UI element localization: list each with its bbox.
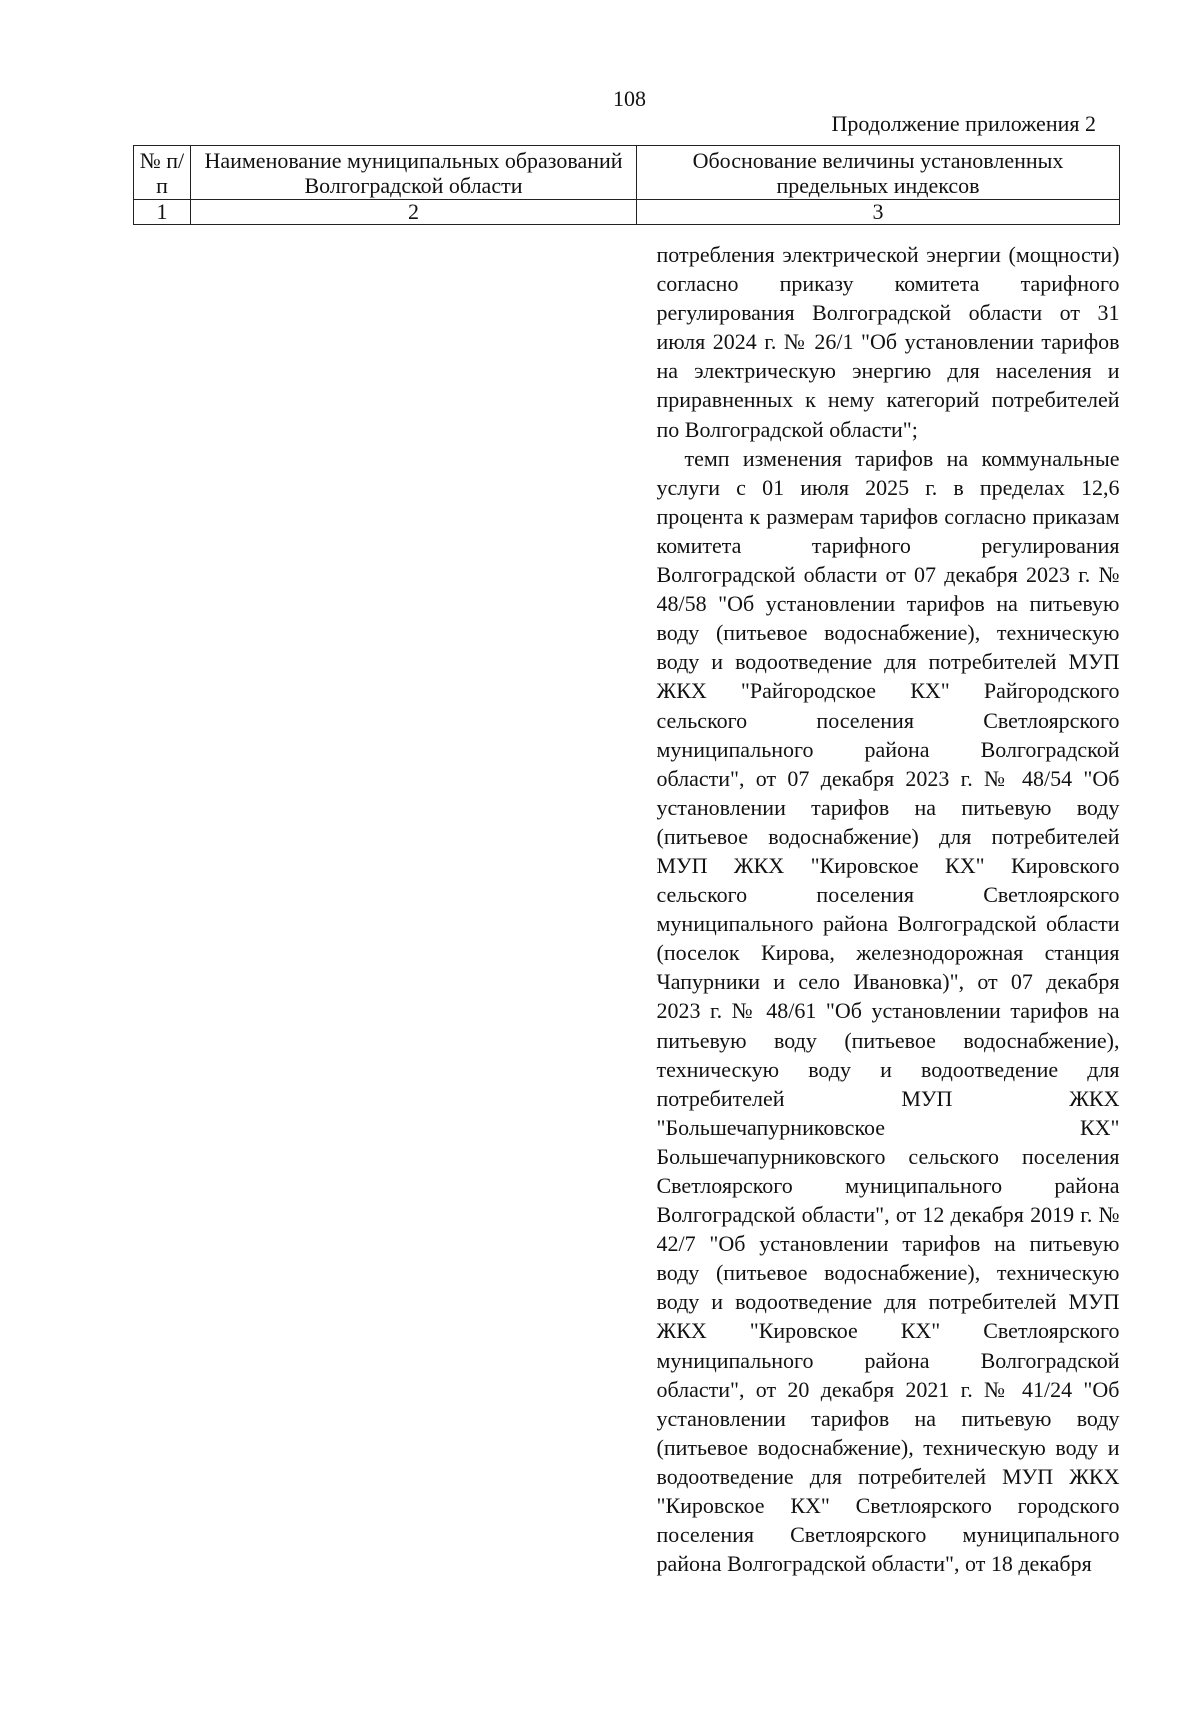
appendix-continuation-label: Продолжение приложения 2 [831, 111, 1096, 136]
tariff-justification-table [133, 145, 1120, 1578]
header-municipality-name: Наименование муниципальных образований Волгоградской области [191, 146, 637, 200]
justification-paragraph-2: темп изменения тарифов на коммунальные услуги с 01 июля 2025 г. в пределах 12,6 процента к размерам тарифов согласно приказам комитета тарифного регулирования Волгоградской области от 07 декабря 2023 г. № 48/58 "Об установлении тарифов на питьевую воду (питьевое водоснабжение), техническую воду и водоотведение для потребителей МУП ЖКХ "Райгородское КХ" Райгородского сельского поселения Светлоярского муниципального района Волгоградской области", от 07 декабря 2023 г. № 48/54 "Об установлении тарифов на питьевую воду (питьевое водоснабжение) для потребителей МУП ЖКХ "Кировское КХ" Кировского сельского поселения Светлоярского муниципального района Волгоградской области (поселок Кирова, железнодорожная станция Чапурники и село Ивановка)", от 07 декабря 2023 г. № 48/61 "Об установлении тарифов на питьевую воду (питьевое водоснабжение), техническую воду и водоотведение для потребителей МУП ЖКХ "Большечапурниковское КХ" Большечапурниковского сельского поселения Светлоярского муниципального района Волгоградской области", от 12 декабря 2019 г. № 42/7 "Об установлении тарифов на питьевую воду (питьевое водоснабжение), техническую воду и водоотведение для потребителей МУП ЖКХ "Кировское КХ" Светлоярского муниципального района Волгоградской области", от 20 декабря 2021 г. № 41/24 "Об установлении тарифов на питьевую воду (питьевое водоснабжение), техническую воду и водоотведение для потребителей МУП ЖКХ "Кировское КХ" Светлоярского городского поселения Светлоярского муниципального района Волгоградской области", от 18 декабря [656, 445, 1120, 1577]
header-number: № п/п [134, 146, 191, 200]
page-number: 108 [613, 86, 646, 111]
column-number-1: 1 [134, 200, 191, 225]
column-number-row [134, 200, 1120, 225]
cell-number [134, 225, 191, 1579]
justification-paragraph-1: потребления электрической энергии (мощности) согласно приказу комитета тарифного регулирования Волгоградской области от 31 июля 2024 г. № 26/1 "Об установлении тарифов на электрическую энергию для населения и приравненных к нему категорий потребителей по Волгоградской области"; [656, 242, 1120, 442]
header-justification: Обоснование величины установленных предельных индексов [637, 146, 1120, 200]
column-number-3: 3 [637, 200, 1120, 225]
cell-municipality-name [191, 225, 637, 1579]
cell-justification [637, 225, 1120, 1579]
table-header-row [134, 146, 1120, 200]
table-row [134, 225, 1120, 1579]
column-number-2: 2 [191, 200, 637, 225]
